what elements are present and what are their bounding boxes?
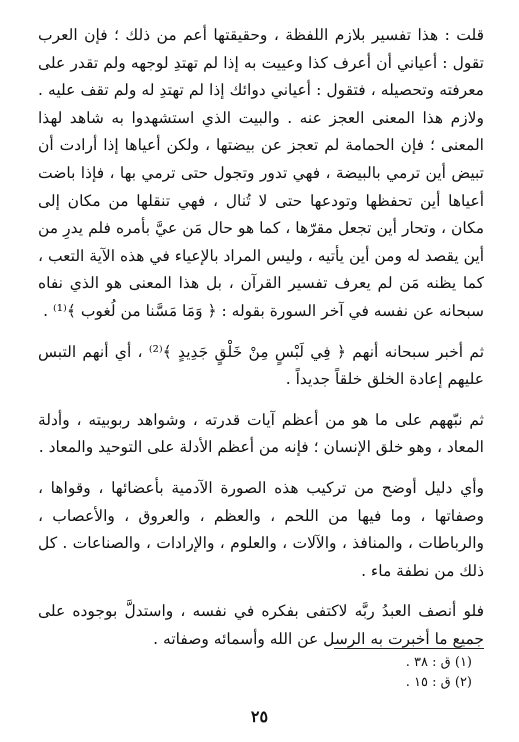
paragraph-5: فلو أنصف العبدُ ربَّه لاكتفى بفكره في نفسه ، واستدلَّ بوجوده على جميع ما أخبرت به الرسل عن الله وأسمائه وصفاته . xyxy=(38,602,484,648)
paragraph-3: ثم نبّههم على ما هو من أعظم آيات قدرته ، وشواهد ربوبيته ، وأدلة المعاد ، وهو خلق الإنسان ؛ فإنه من أعظم الأدلة على التوحيد والمعاد . xyxy=(38,410,484,457)
footnote-1: (١) ق : ٣٨ . xyxy=(405,655,472,670)
paragraph-1: قلت : هذا تفسير بلازم اللفظة ، وحقيقتها أعم من ذلك ؛ فإن العرب تقول : أعياني أن أعرف كذا وعييت به إذا لم تهتدِ لوجهه ولم تقدر على معرفته وتحصيله ، فتقول : أعياني دوائك إذا لم تهتدِ له ولم تقف عليه . ولازم هذا المعنى العجز عنه . والبيت الذي استشهدوا به شاهد لهذا المعنى ؛ فإن الحمامة لم تعجز عن بيضتها ، ولكن أعياها إذا أرادت أن تبيض أين ترمي بالبيضة ، فهي تدور وتجول حتى ترمي بها ، فإذا باضت أعياها أين تحفظها وتودعها حتى لا تُنال ، فهي تنقلها من مكان إلى مكان ، وتحار أين تجعل مقرّها ، كما هو حال مَن عيَّ بأمره فلم يدرِ من أين يقصد له ومن أين يأتيه ، وليس المراد بالإعياء في هذه الآية التعب ، كما يظنه مَن لم يعرف تفسير القرآن ، بل هذا المعنى هو الذي نفاه سبحانه عن نفسه في آخر السورة بقوله : ﴿ وَمَا مَسَّنا من لُغوب ﴾⁽¹⁾ . xyxy=(38,26,484,320)
paragraph-4: وأي دليل أوضح من تركيب هذه الصورة الآدمية بأعضائها ، وقواها ، وصفاتها ، وما فيها من اللحم ، والعظم ، والعروق ، والأعصاب ، والرباطات ، والمنافذ ، والآلات ، والعلوم ، والإرادات ، والصناعات . كل ذلك من نطفة ماء . xyxy=(38,478,484,580)
paragraph-2: ثم أخبر سبحانه أنهم ﴿ فِي لَبْسٍ مِنْ خَلْقٍ جَدِيدٍ ﴾⁽²⁾ ، أي أنهم التبس عليهم إعادة الخلق خلقاً جديداً . xyxy=(38,342,485,389)
footnote-divider xyxy=(334,648,484,649)
page-number: ٢٥ xyxy=(250,707,269,726)
footnotes xyxy=(38,648,484,693)
footnote-2: (٢) ق : ١٥ . xyxy=(405,675,472,690)
page-body xyxy=(38,22,484,722)
